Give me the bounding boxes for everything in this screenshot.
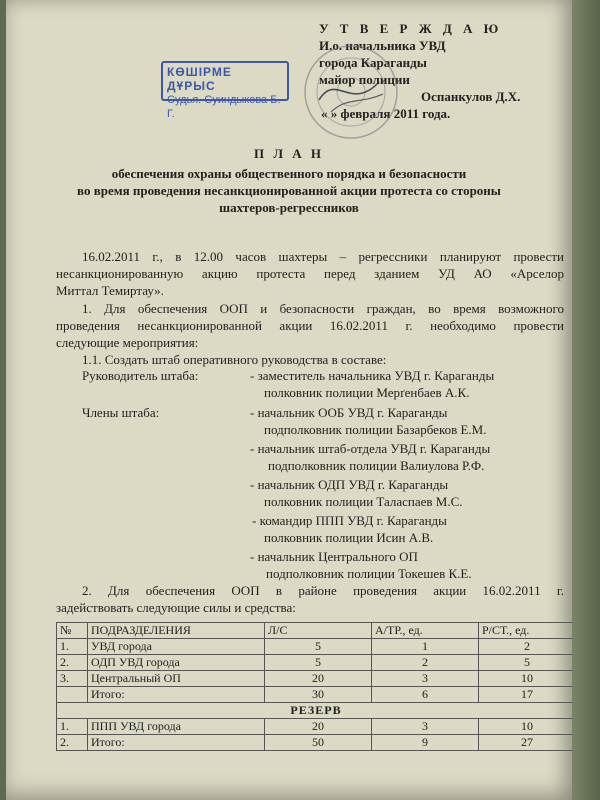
table-cell: 50: [265, 735, 372, 751]
table-cell: [57, 687, 88, 703]
official-seal-icon: [301, 42, 401, 142]
table-header-cell: А/ТР., ед.: [372, 623, 479, 639]
table-cell: 5: [265, 655, 372, 671]
table-cell: УВД города: [88, 639, 265, 655]
table-cell: ППП УВД города: [88, 719, 265, 735]
table-cell: 9: [372, 735, 479, 751]
point1-sub: 1.1. Создать штаб оперативного руководства в составе:: [82, 352, 387, 367]
table-cell: 2.: [57, 655, 88, 671]
table-cell: 2.: [57, 735, 88, 751]
table-cell: 20: [265, 671, 372, 687]
approval-line: И.о. начальника УВД: [319, 38, 446, 53]
staff-line: подполковник полиции Токешев К.Е.: [266, 566, 472, 581]
table-reserve-row: [57, 703, 573, 719]
plan-title-line: обеспечения охраны общественного порядка и безопасности: [111, 166, 467, 181]
table-cell: 1: [372, 639, 479, 655]
approval-date: « » февраля 2011 года.: [321, 106, 451, 121]
point2-line: 2. Для обеспечения ООП в районе проведения акции 16.02.2011 г.: [82, 583, 564, 598]
forces-table: [56, 622, 572, 751]
staff-line: подполковник полиции Валиулова Р.Ф.: [268, 458, 485, 473]
stamp-line: Судья. Суиндыкова Б. Г.: [167, 94, 281, 120]
staff-line: - командир ППП УВД г. Караганды: [252, 513, 447, 528]
plan-title-line: шахтеров-регрессников: [219, 200, 359, 215]
approval-line: города Караганды: [319, 55, 427, 70]
table-cell: 3: [372, 719, 479, 735]
table-cell: 3: [372, 671, 479, 687]
table-cell: 3.: [57, 671, 88, 687]
approval-heading: У Т В Е Р Ж Д А Ю: [319, 21, 503, 36]
table-header-row: [57, 623, 573, 639]
staff-line: - начальник штаб-отдела УВД г. Караганды: [250, 441, 491, 456]
table-row: [57, 719, 573, 735]
intro-line: 16.02.2011 г., в 12.00 часов шахтеры – регрессники планируют провести: [82, 249, 564, 264]
point1-line: следующие мероприятия:: [56, 335, 199, 350]
plan-heading: П Л А Н: [253, 146, 325, 161]
table-cell: 27: [479, 735, 573, 751]
table-cell: 5: [479, 655, 573, 671]
table-cell: 1.: [57, 639, 88, 655]
approval-signatory: Оспанкулов Д.Х.: [421, 89, 521, 104]
table-cell: 5: [265, 639, 372, 655]
table-cell: Итого:: [88, 687, 265, 703]
table-cell: 6: [372, 687, 479, 703]
table-cell: 1.: [57, 719, 88, 735]
table-cell: 20: [265, 719, 372, 735]
staff-line: - начальник ОДП УВД г. Караганды: [250, 477, 449, 492]
staff-line: - начальник Центрального ОП: [250, 549, 418, 564]
intro-line: Миттал Темиртау».: [56, 283, 164, 298]
table-cell: 10: [479, 719, 573, 735]
table-row: [57, 655, 573, 671]
table-header-cell: Л/С: [265, 623, 372, 639]
staff-line: подполковник полиции Базарбеков Е.М.: [264, 422, 487, 437]
staff-line: полковник полиции Таласпаев М.С.: [264, 494, 463, 509]
staff-line: полковник полиции Мерґенбаев А.К.: [264, 385, 470, 400]
staff-line: - начальник ООБ УВД г. Караганды: [250, 405, 448, 420]
intro-line: несанкционированную акцию протеста перед зданием УД АО «Арселор: [56, 266, 564, 281]
table-cell: ОДП УВД города: [88, 655, 265, 671]
stamp-line: КӨШІРМЕ ДҰРЫС: [167, 65, 232, 93]
point1-line: проведения несанкционированной акции 16.02.2011 г. необходимо провести: [56, 318, 564, 333]
table-total-row: [57, 687, 573, 703]
document-page: [6, 0, 572, 800]
plan-title-line: во время проведения несанкционированной акции протеста со стороны: [77, 183, 501, 198]
table-cell: 2: [479, 639, 573, 655]
point2-line: задействовать следующие силы и средства:: [56, 600, 296, 615]
background-edge: [572, 0, 600, 800]
reserve-label: РЕЗЕРВ: [57, 703, 573, 719]
table-row: [57, 671, 573, 687]
copy-certified-stamp: [161, 61, 289, 120]
table-cell: 2: [372, 655, 479, 671]
staff-head-label: Руководитель штаба:: [82, 368, 199, 383]
table-header-cell: №: [57, 623, 88, 639]
table-row: [57, 735, 573, 751]
table-cell: 17: [479, 687, 573, 703]
table-header-cell: Р/СТ., ед.: [479, 623, 573, 639]
staff-members-label: Члены штаба:: [82, 405, 160, 420]
table-header-cell: ПОДРАЗДЕЛЕНИЯ: [88, 623, 265, 639]
approval-line: майор полиции: [319, 72, 410, 87]
table-row: [57, 639, 573, 655]
table-cell: 10: [479, 671, 573, 687]
table-cell: Центральный ОП: [88, 671, 265, 687]
point1-line: 1. Для обеспечения ООП и безопасности граждан, во время возможного: [82, 301, 564, 316]
table-cell: 30: [265, 687, 372, 703]
table-cell: Итого:: [88, 735, 265, 751]
staff-line: полковник полиции Исин А.В.: [264, 530, 434, 545]
staff-line: - заместитель начальника УВД г. Караганды: [250, 368, 495, 383]
